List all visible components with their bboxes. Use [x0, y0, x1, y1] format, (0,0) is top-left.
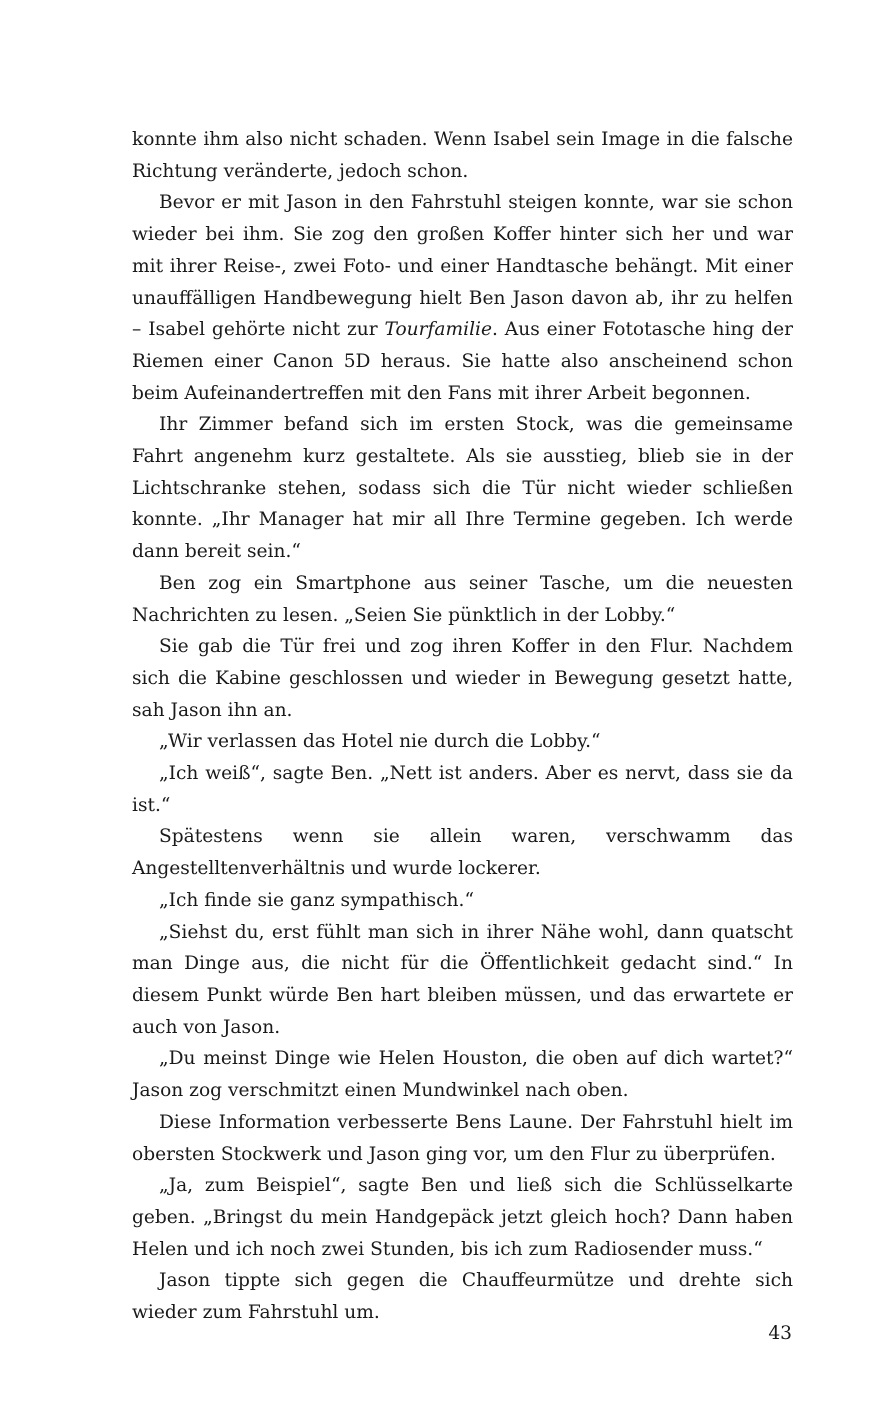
- paragraph-1: konnte ihm also nicht schaden. Wenn Isabel sein Image in die falsche Richtung veränderte, jedoch schon.: [132, 129, 793, 182]
- paragraph-14: Jason tippte sich gegen die Chauffeurmütze und drehte sich wieder zum Fahrstuhl um.: [132, 1270, 793, 1324]
- paragraph-9: „Ich finde sie ganz sympathisch.“: [159, 889, 474, 911]
- paragraph-3: Ihr Zimmer befand sich im ersten Stock, was die gemeinsame Fahrt angenehm kurz gestaltete. Als sie ausstieg, blieb sie in der Lichtschranke stehen, sodass sich die Tür nicht wieder schließen konnte. „Ihr Manager hat mir all Ihre Termine gegeben. Ich werde dann bereit sein.“: [132, 414, 793, 563]
- paragraph-2-part-1: Bevor er mit Jason in den Fahrstuhl steigen konnte, war sie schon wieder bei ihm. Sie zog den großen Koffer hinter sich her und war mit ihrer Reise-, zwei Foto- und einer Handtasche behängt. Mit einer unauffälligen Handbewegung hielt Ben Jason davon ab, ihr zu helfen – Isabel gehörte nicht zur: [132, 192, 793, 341]
- paragraph-2: [132, 187, 793, 409]
- paragraph-11: „Du meinst Dinge wie Helen Houston, die oben auf dich wartet?“ Jason zog verschmitzt einen Mundwinkel nach oben.: [132, 1048, 793, 1102]
- paragraph-10: „Siehst du, erst fühlt man sich in ihrer Nähe wohl, dann quatscht man Dinge aus, die nicht für die Öffentlichkeit gedacht sind.“ In diesem Punkt würde Ben hart bleiben müssen, und das erwartete er auch von Jason.: [132, 921, 793, 1038]
- paragraph-2-part-2: . Aus einer Fototasche hing der Riemen einer Canon 5D heraus. Sie hatte also anscheinend schon beim Aufeinandertreffen mit den Fans mit ihrer Arbeit begonnen.: [132, 319, 793, 404]
- paragraph-8: Spätestens wenn sie allein waren, verschwamm das Angestelltenverhältnis und wurde lockerer.: [132, 826, 793, 880]
- paragraph-5: Sie gab die Tür frei und zog ihren Koffer in den Flur. Nachdem sich die Kabine geschlossen und wieder in Bewegung gesetzt hatte, sah Jason ihn an.: [132, 636, 793, 721]
- paragraph-13: „Ja, zum Beispiel“, sagte Ben und ließ sich die Schlüsselkarte geben. „Bringst du mein Handgepäck jetzt gleich hoch? Dann haben Helen und ich noch zwei Stunden, bis ich zum Radiosender muss.“: [132, 1175, 793, 1260]
- page-number: 43: [768, 1323, 792, 1344]
- paragraph-2-italic: Tourfamilie: [384, 319, 492, 341]
- paragraph-7: „Ich weiß“, sagte Ben. „Nett ist anders. Aber es nervt, dass sie da ist.“: [132, 763, 793, 816]
- paragraph-6: „Wir verlassen das Hotel nie durch die Lobby.“: [159, 731, 601, 753]
- body-text: [132, 124, 793, 1329]
- paragraph-4: Ben zog ein Smartphone aus seiner Tasche, um die neuesten Nachrichten zu lesen. „Seien Sie pünktlich in der Lobby.“: [132, 572, 793, 626]
- paragraph-12: Diese Information verbesserte Bens Laune. Der Fahrstuhl hielt im obersten Stockwerk und Jason ging vor, um den Flur zu überprüfen.: [132, 1111, 793, 1165]
